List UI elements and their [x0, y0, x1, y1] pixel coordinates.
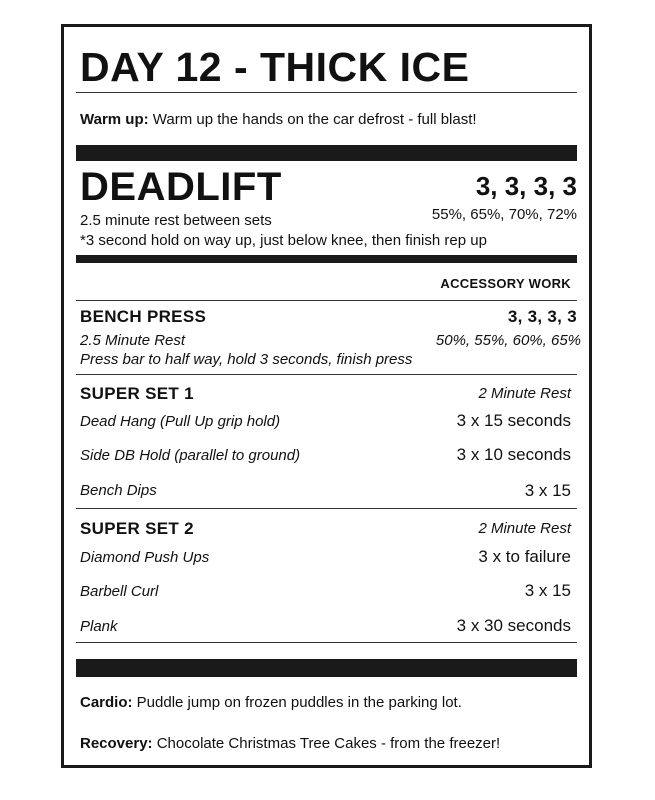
bench-divider — [76, 374, 577, 375]
workout-card — [61, 24, 592, 768]
superset1-sets: 3 x 10 seconds — [456, 445, 571, 464]
deadlift-percentages: 55%, 65%, 70%, 72% — [431, 206, 577, 223]
deadlift-rest: 2.5 minute rest between sets — [80, 212, 272, 229]
bench-rest: 2.5 Minute Rest — [80, 332, 186, 349]
accessory-divider — [76, 300, 577, 301]
recovery-text: Chocolate Christmas Tree Cakes - from the freezer! — [156, 735, 501, 752]
bench-percentages: 50%, 55%, 60%, 65% — [435, 332, 581, 349]
deadlift-reps: 3, 3, 3, 3 — [475, 171, 577, 201]
superset2-sets: 3 x 30 seconds — [456, 616, 571, 635]
superset1-title: SUPER SET 1 — [80, 384, 194, 403]
bench-title: BENCH PRESS — [80, 307, 207, 326]
superset2-divider — [76, 642, 577, 643]
superset1-exercise: Dead Hang (Pull Up grip hold) — [80, 413, 281, 430]
superset1-sets: 3 x 15 — [524, 481, 571, 500]
superset2-exercise: Barbell Curl — [80, 583, 159, 600]
cardio-text: Puddle jump on frozen puddles in the parking lot. — [136, 694, 462, 711]
superset2-title: SUPER SET 2 — [80, 519, 194, 538]
warmup-text: Warm up the hands on the car defrost - full blast! — [152, 111, 477, 128]
superset1-exercise: Side DB Hold (parallel to ground) — [80, 447, 301, 464]
page-title: DAY 12 - THICK ICE — [80, 44, 470, 90]
superset1-exercise: Bench Dips — [80, 482, 157, 499]
superset2-exercise: Diamond Push Ups — [80, 549, 210, 566]
title-divider — [76, 92, 577, 93]
superset1-rest: 2 Minute Rest — [478, 385, 571, 402]
recovery-line — [80, 735, 500, 752]
section-bar-top — [76, 145, 577, 161]
superset2-exercise: Plank — [80, 618, 118, 635]
warmup-label: Warm up: — [80, 111, 149, 128]
superset2-rest: 2 Minute Rest — [478, 520, 571, 537]
deadlift-note: *3 second hold on way up, just below knee, then finish rep up — [80, 232, 487, 249]
bench-reps: 3, 3, 3, 3 — [507, 307, 577, 326]
bench-note: Press bar to half way, hold 3 seconds, finish press — [80, 351, 413, 368]
superset1-sets: 3 x 15 seconds — [456, 411, 571, 430]
section-bar-bottom — [76, 659, 577, 677]
warmup-line — [80, 111, 477, 128]
cardio-line — [80, 694, 462, 711]
section-bar-mid — [76, 255, 577, 263]
superset1-divider — [76, 508, 577, 509]
cardio-label: Cardio: — [80, 694, 133, 711]
superset2-sets: 3 x to failure — [478, 547, 571, 566]
superset2-sets: 3 x 15 — [524, 581, 571, 600]
recovery-label: Recovery: — [80, 735, 153, 752]
deadlift-title: DEADLIFT — [80, 165, 282, 209]
accessory-label: ACCESSORY WORK — [440, 276, 571, 291]
